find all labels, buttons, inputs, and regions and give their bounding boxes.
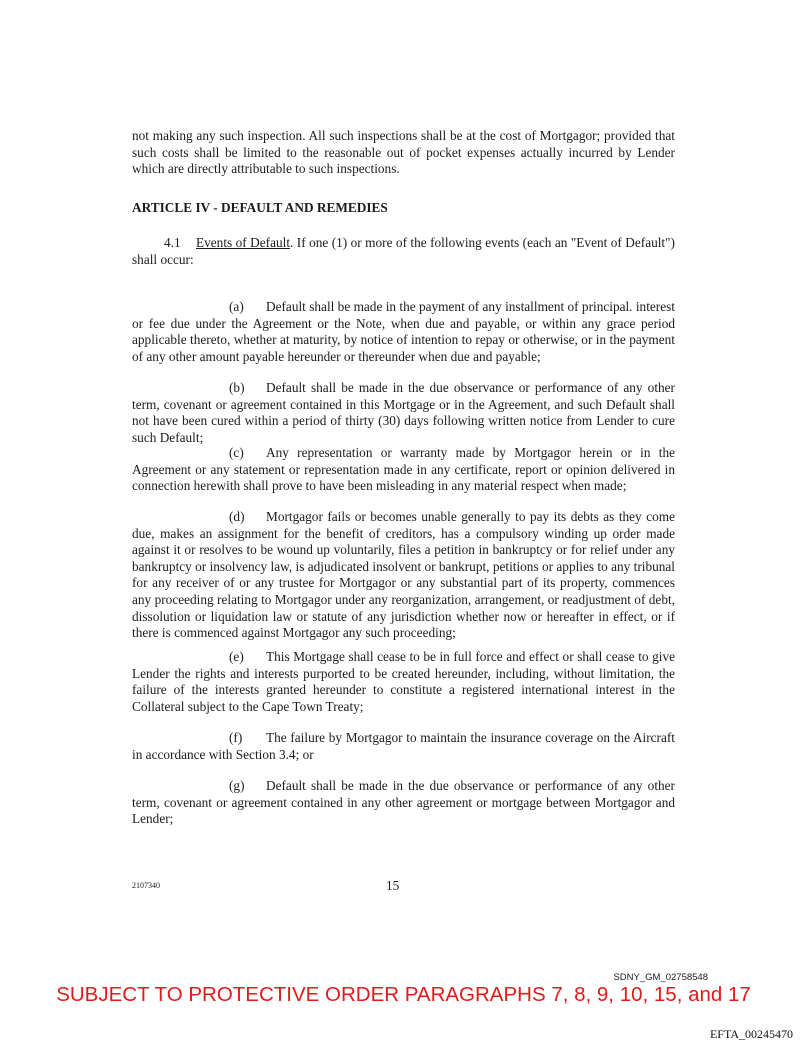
clause-f (132, 730, 675, 763)
clause-text: Mortgagor fails or becomes unable generally to pay its debts as they come due, makes an assignment for the benefit of creditors, has a compulsory winding up order made against it or resolves to be wound up voluntarily, files a petition in bankruptcy or for relief under any bankruptcy or insolvency law, is adjudicated insolvent or bankrupt, petitions or applies to any tribunal for any receiver of or any trustee for Mortgagor or any substantial part of its property, commences any proceeding relating to Mortgagor under any reorganization, arrangement, or readjustment of debt, dissolution or liquidation law or statute of any jurisdiction whether now or hereafter in effect, or if there is commenced against Mortgagor any such proceeding; (132, 509, 675, 641)
clause-label: (f) (229, 730, 243, 745)
efta-number: EFTA_00245470 (709, 1027, 793, 1041)
clause-text: Any representation or warranty made by Mortgagor herein or in the Agreement or any statement or representation made in any certificate, report or opinion delivered in connection herewith shall prove to have been misleading in any material respect when made; (132, 445, 675, 494)
clause-label: (e) (229, 649, 244, 664)
section-text: . If one (1) or more of the following events (each an "Event of Default") shall occur: (132, 235, 675, 267)
page-number: 15 (386, 878, 400, 893)
clause-label: (a) (229, 299, 244, 314)
clause-text: This Mortgage shall cease to be in full force and effect or shall cease to give Lender the rights and interests purported to be created hereunder, including, without limitation, the failure of the interests granted hereunder to constitute a registered international interest in the Collateral subject to the Cape Town Treaty; (132, 649, 675, 714)
clause-g (132, 778, 675, 828)
clause-label: (d) (229, 509, 245, 524)
clause-label: (g) (229, 778, 245, 793)
clause-b (132, 380, 675, 446)
article-heading: ARTICLE IV - DEFAULT AND REMEDIES (132, 200, 388, 215)
clause-a (132, 299, 675, 365)
clause-label: (b) (229, 380, 245, 395)
bates-number: SDNY_GM_02758548 (613, 972, 708, 983)
clause-c (132, 445, 675, 495)
clause-text: Default shall be made in the due observance or performance of any other term, covenant or agreement contained in any other agreement or mortgage between Mortgagor and Lender; (132, 778, 675, 827)
document-id: 2107340 (132, 881, 160, 890)
section-title: Events of Default (196, 235, 291, 250)
clause-text: The failure by Mortgagor to maintain the insurance coverage on the Aircraft in accordance with Section 3.4; or (132, 730, 675, 762)
protective-order-notice: SUBJECT TO PROTECTIVE ORDER PARAGRAPHS 7, 8, 9, 10, 15, and 17 (56, 983, 751, 1006)
section-4-1 (132, 235, 675, 268)
section-number: 4.1 (164, 235, 181, 250)
clause-text: Default shall be made in the due observance or performance of any other term, covenant or agreement contained in this Mortgage or in the Agreement, and such Default shall not have been cured within a period of thirty (30) days following written notice from Lender to cure such Default; (132, 380, 675, 445)
intro-paragraph: not making any such inspection. All such inspections shall be at the cost of Mortgagor; provided that such costs shall be limited to the reasonable out of pocket expenses actually incurred by Lender which are directly attributable to such inspections. (132, 128, 675, 177)
clause-text: Default shall be made in the payment of any installment of principal. interest or fee due under the Agreement or the Note, when due and payable, or within any grace period applicable thereto, whether at maturity, by notice of intention to repay or otherwise, or in the payment of any other amount payable hereunder or thereunder when due and payable; (132, 299, 675, 364)
clause-e (132, 649, 675, 715)
clause-d (132, 509, 675, 642)
clause-label: (c) (229, 445, 244, 460)
